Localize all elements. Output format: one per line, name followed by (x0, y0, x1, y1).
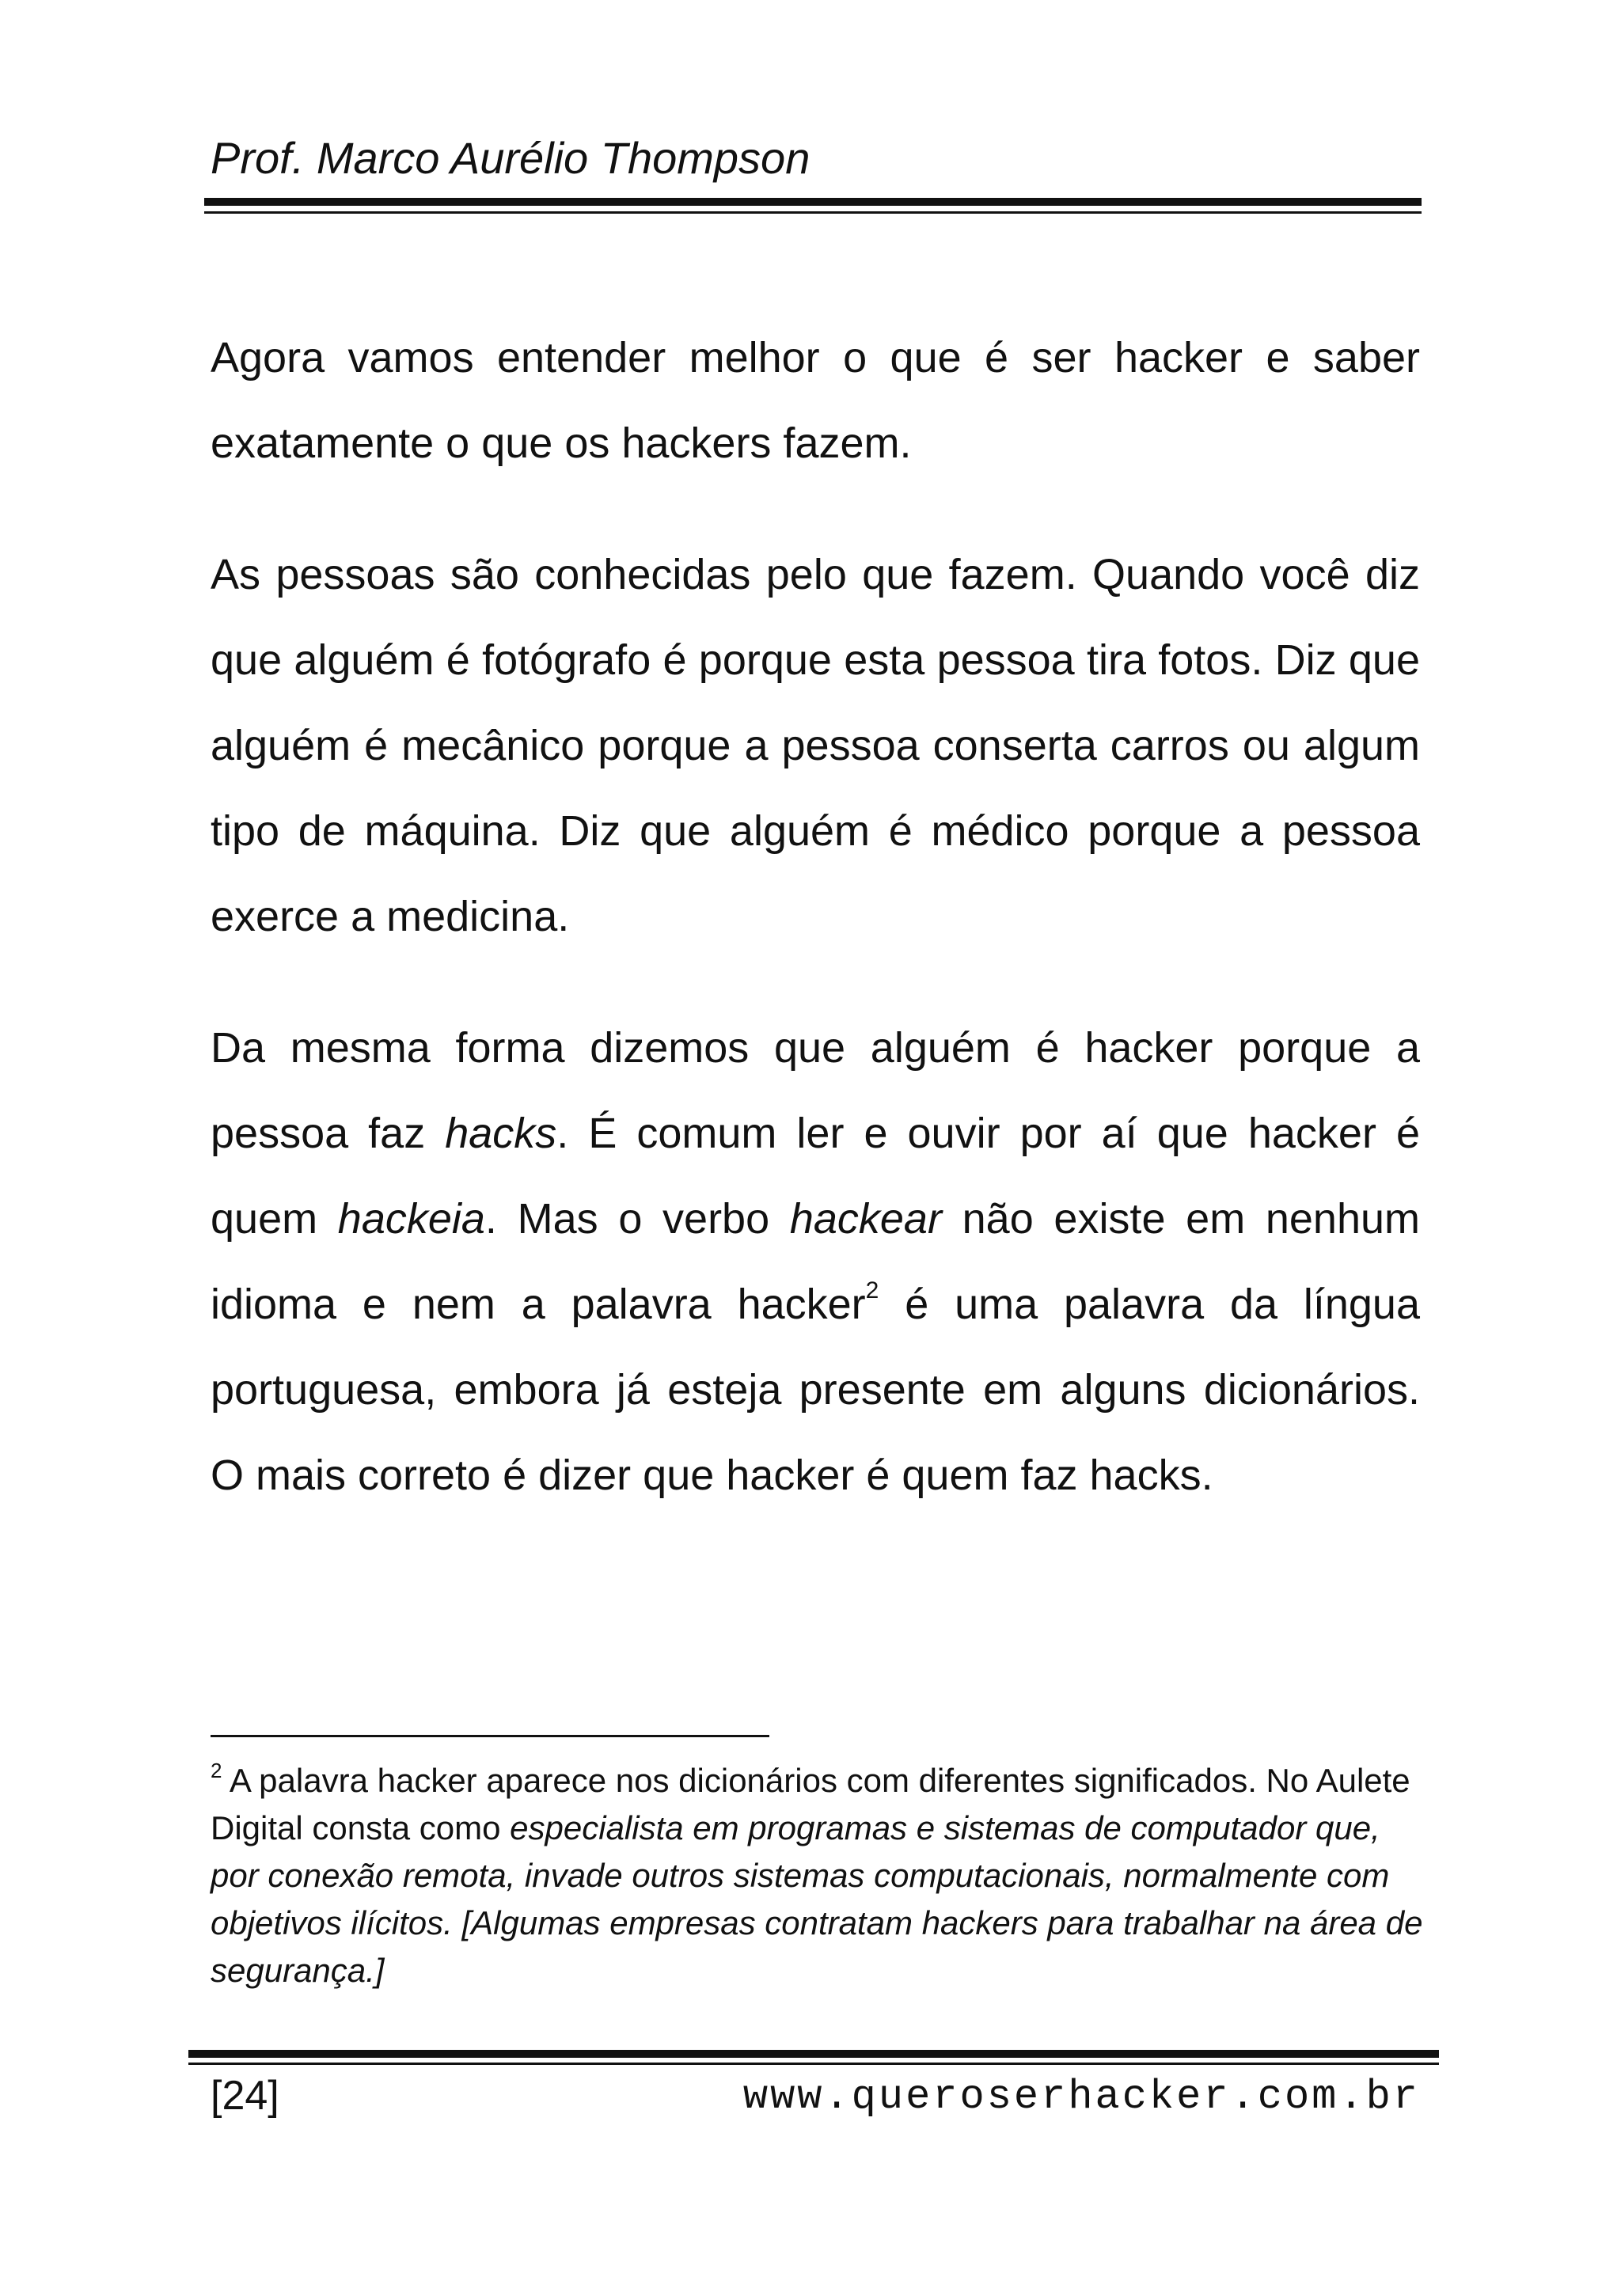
header-rule-thick (204, 198, 1422, 206)
footnote-definition: especialista em programas e sistemas de computador que, por conexão remota, invade outros sistemas computacionais, normalmente com objetivos ilícitos. [Algumas empresas contratam hackers para trabalhar na área de segurança.] (211, 1809, 1423, 1989)
footer-rule-thin (188, 2063, 1439, 2065)
paragraph-3-text-3: . Mas o verbo (484, 1195, 790, 1243)
running-header-author: Prof. Marco Aurélio Thompson (211, 133, 810, 183)
site-url: www.queroserhacker.com.br (742, 2074, 1420, 2120)
term-hacks: hacks (445, 1110, 557, 1157)
paragraph-3 (211, 1005, 1420, 1518)
paragraph-1: Agora vamos entender melhor o que é ser hacker e saber exatamente o que os hackers fazem. (211, 334, 1420, 467)
paragraph-3-text-2: . É comum ler e ouvir por aí que hacker é quem (211, 1110, 1420, 1243)
footer-rule-thick (188, 2050, 1439, 2058)
page-number: [24] (211, 2073, 279, 2119)
footnote-2 (211, 1757, 1429, 1994)
paragraph-2: As pessoas são conhecidas pelo que fazem. Quando você diz que alguém é fotógrafo é porque esta pessoa tira fotos. Diz que alguém é mecânico porque a pessoa conserta carros ou algum tipo de máquina. Diz que alguém é médico porque a pessoa exerce a medicina. (211, 551, 1420, 940)
footnote-reference-2: 2 (865, 1277, 879, 1304)
footnote-text: A palavra hacker aparece nos dicionários com diferentes significados. No Aulete Digital consta como (211, 1762, 1410, 1846)
footnote-separator (211, 1735, 769, 1737)
header-rule-thin (204, 211, 1422, 214)
paragraph-3-text-4: não existe em nenhum idioma e nem a palavra hacker (211, 1195, 1421, 1328)
paragraph-3-text-5: é uma palavra da língua portuguesa, embora já esteja presente em alguns dicionários. O mais correto é dizer que hacker é quem faz hacks. (211, 1281, 1420, 1499)
paragraph-3-text-1: Da mesma forma dizemos que alguém é hacker porque a pessoa faz (211, 1024, 1420, 1157)
term-hackear: hackear (789, 1195, 942, 1243)
footnote-marker: 2 (211, 1759, 222, 1782)
term-hackeia: hackeia (337, 1195, 485, 1243)
body-text (211, 315, 1420, 1564)
